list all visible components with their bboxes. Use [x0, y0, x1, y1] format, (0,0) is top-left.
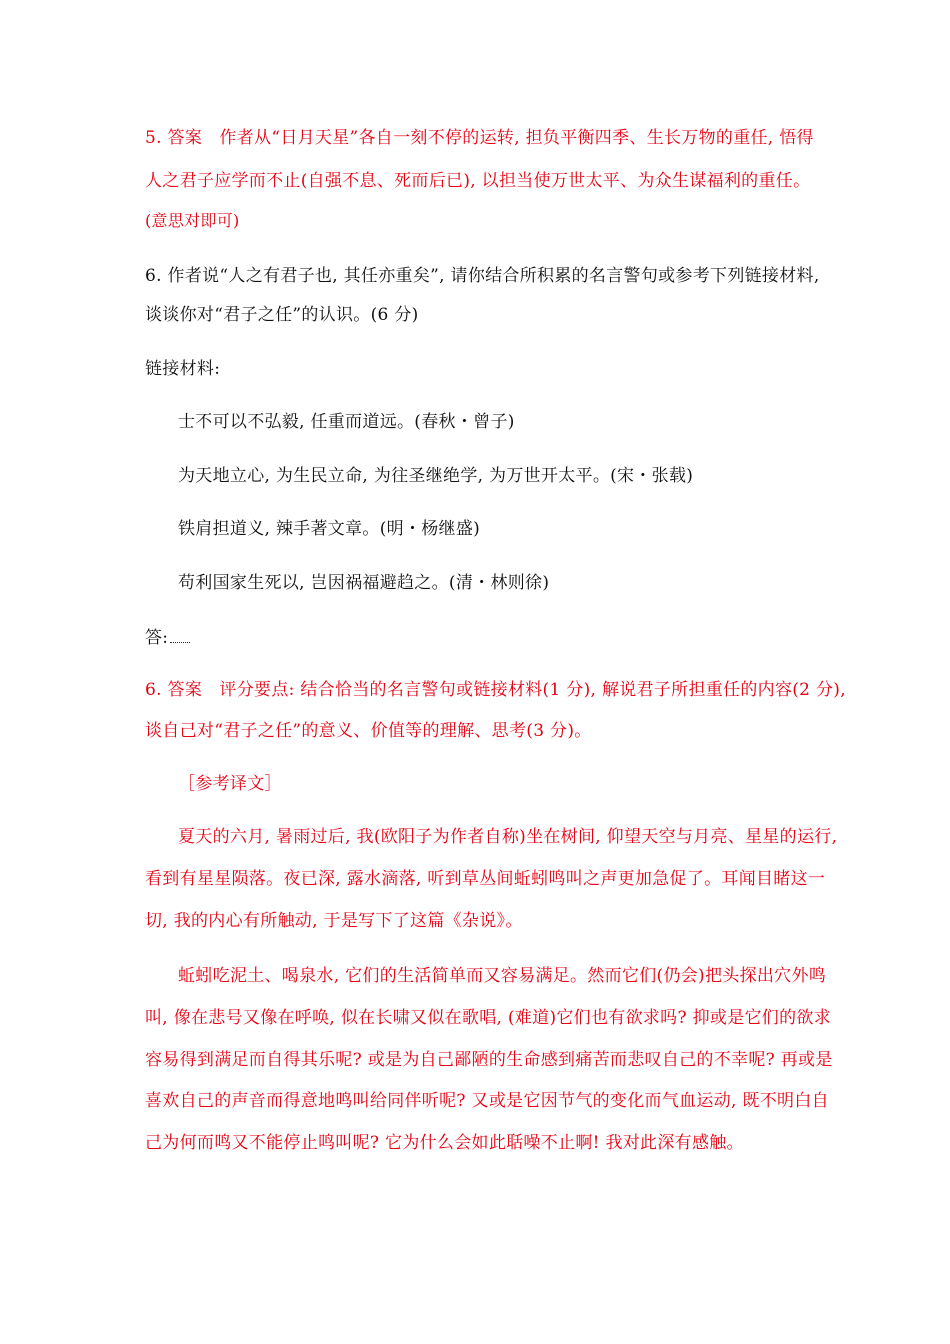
- quote-1: 士不可以不弘毅, 任重而道远。(春秋・曾子): [178, 412, 515, 432]
- q6-prompt-line-2: 谈谈你对“君子之任”的认识。(6 分): [145, 305, 419, 325]
- q6-answer-line-2: 谈自己对“君子之任”的意义、价值等的理解、思考(3 分)。: [145, 721, 592, 741]
- para2-line-3: 容易得到满足而自得其乐呢? 或是为自己鄙陋的生命感到痛苦而悲叹自己的不幸呢? 再或是: [145, 1050, 833, 1070]
- answer-label: 答:: [145, 628, 169, 648]
- para2-line-2: 叫, 像在悲号又像在呼唤, 似在长啸又似在歌唱, (难道)它们也有欲求吗? 抑或是它们的欲求: [145, 1008, 832, 1028]
- quote-2: 为天地立心, 为生民立命, 为往圣继绝学, 为万世开太平。(宋・张载): [178, 466, 694, 486]
- quote-3: 铁肩担道义, 辣手著文章。(明・杨继盛): [178, 519, 481, 539]
- para2-line-4: 喜欢自己的声音而得意地鸣叫给同伴听呢? 又或是它因节气的变化而气血运动, 既不明白自: [145, 1091, 829, 1111]
- para1-line-1: 夏天的六月, 暑雨过后, 我(欧阳子为作者自称)坐在树间, 仰望天空与月亮、星星的运行,: [178, 827, 838, 847]
- q6-answer-line-1: 6. 答案 评分要点: 结合恰当的名言警句或链接材料(1 分), 解说君子所担重任的内容(2 分),: [145, 680, 846, 700]
- q5-answer-line-2: 人之君子应学而不止(自强不息、死而后已), 以担当使万世太平、为众生谋福利的重任。: [145, 171, 811, 191]
- answer-blank: [170, 628, 190, 643]
- link-material-label: 链接材料:: [145, 359, 221, 379]
- q5-answer-line-1: 5. 答案 作者从“日月天星”各自一刻不停的运转, 担负平衡四季、生长万物的重任, 悟得: [145, 128, 814, 148]
- translation-heading: ［参考译文］: [178, 774, 282, 794]
- para2-line-1: 蚯蚓吃泥土、喝泉水, 它们的生活简单而又容易满足。然而它们(仍会)把头探出穴外鸣: [178, 966, 827, 986]
- q6-prompt-line-1: 6. 作者说“人之有君子也, 其任亦重矣”, 请你结合所积累的名言警句或参考下列链接材料,: [145, 266, 820, 286]
- quote-4: 苟利国家生死以, 岂因祸福避趋之。(清・林则徐): [178, 573, 550, 593]
- para2-line-5: 己为何而鸣又不能停止鸣叫呢? 它为什么会如此聒噪不止啊! 我对此深有感触。: [145, 1133, 744, 1153]
- q5-answer-line-3: (意思对即可): [145, 211, 240, 230]
- para1-line-2: 看到有星星陨落。夜已深, 露水滴落, 听到草丛间蚯蚓鸣叫之声更加急促了。耳闻目睹这一: [145, 869, 826, 889]
- answer-line: [145, 627, 190, 649]
- para1-line-3: 切, 我的内心有所触动, 于是写下了这篇《杂说》。: [145, 911, 523, 931]
